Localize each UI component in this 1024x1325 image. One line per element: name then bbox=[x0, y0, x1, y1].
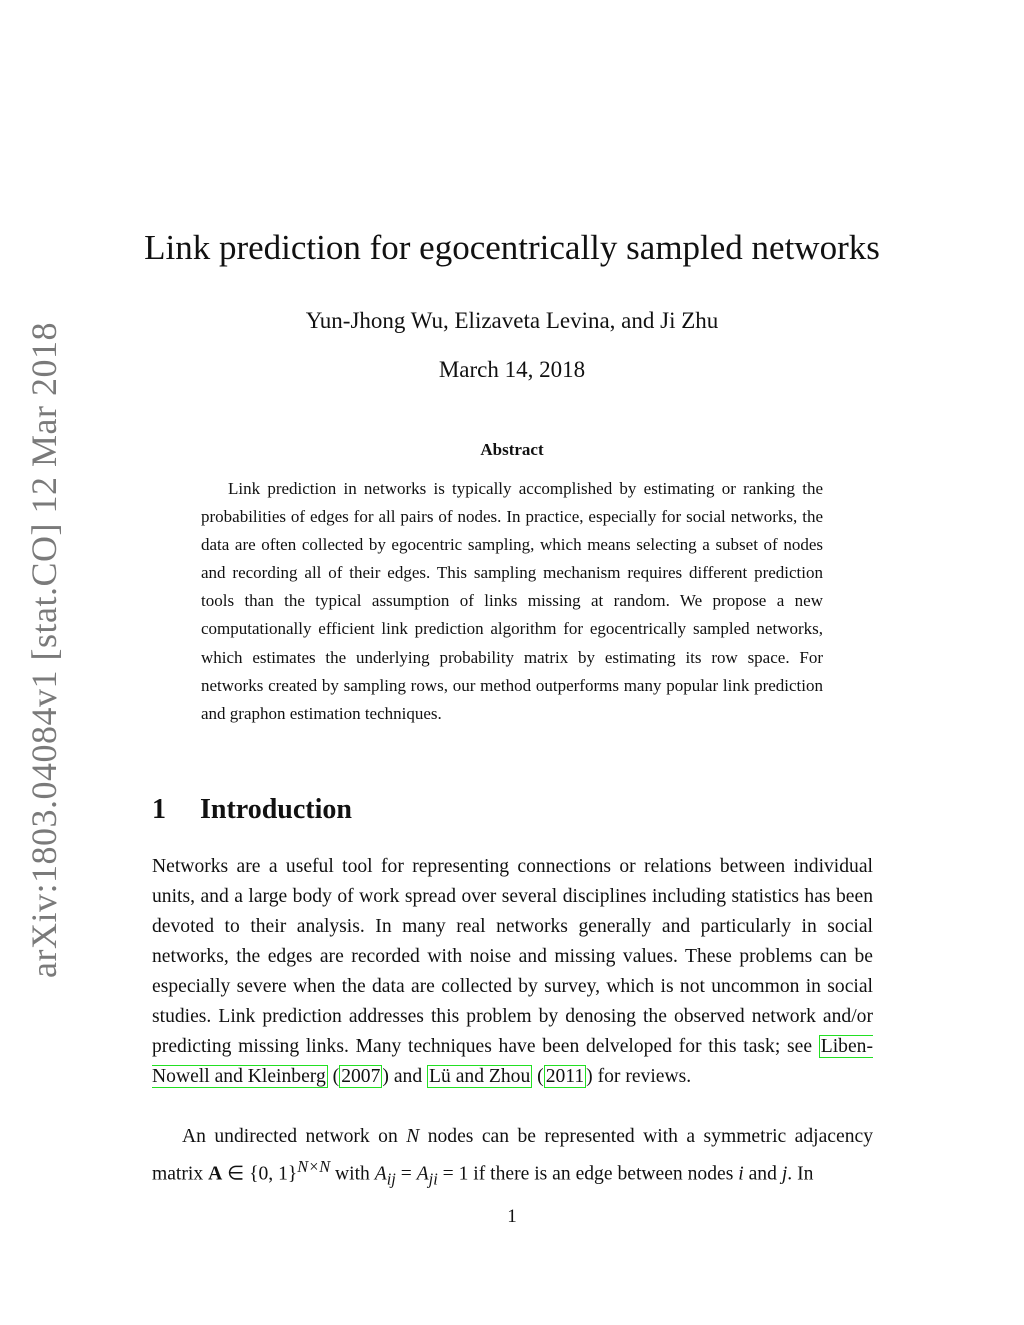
citation-year-link-2011[interactable]: 2011 bbox=[545, 1066, 585, 1087]
paragraph-conjunction: and bbox=[393, 1066, 423, 1087]
section-title: Introduction bbox=[200, 794, 352, 825]
math-variable-i: i bbox=[738, 1163, 744, 1185]
paragraph-text: Networks are a useful tool for representing connections or relations between individual units, and a large body of work spread over several disciplines including statistics has been devoted to their analysis. In many real networks generally and particularly in social networks, the edges are recorded with noise and missing values. These problems can be especially severe when the data are collected by survey, which is not uncommon in social studies. Link prediction addresses this problem by denosing the observed network and/or predicting missing links. Many techniques have been delveloped for this task; see bbox=[152, 856, 873, 1057]
math-equals: = bbox=[400, 1163, 412, 1185]
math-matrix-a: A bbox=[208, 1163, 223, 1185]
math-variable-j: j bbox=[781, 1163, 788, 1185]
intro-paragraph-2 bbox=[152, 1122, 873, 1194]
math-subscript-ij: ij bbox=[386, 1169, 396, 1189]
page-number: 1 bbox=[507, 1206, 517, 1227]
section-heading bbox=[152, 794, 352, 826]
arxiv-identifier: arXiv:1803.04084v1 [stat.CO] 12 Mar 2018 bbox=[24, 322, 64, 978]
paragraph-text: and bbox=[748, 1163, 777, 1185]
math-set: ∈ {0, 1} bbox=[227, 1163, 298, 1185]
paper-date: March 14, 2018 bbox=[438, 357, 586, 382]
paper-title: Link prediction for egocentrically sampled networks bbox=[144, 228, 880, 267]
intro-paragraph-1: Networks are a useful tool for representing connections or relations between individual units, and a large body of work spread over several disciplines including statistics has been devoted to their analysis. In many real networks generally and particularly in social networks, the edges are recorded with noise and missing values. These problems can be especially severe when the data are collected by survey, which is not uncommon in social studies. Link prediction addresses this problem by denosing the observed network and/or predicting missing links. Many techniques have been delveloped for this task; see Liben-Nowell and Kleinberg ( 2007 ) and Lü and Zhou ( 2011 ) for reviews. bbox=[152, 856, 873, 1087]
citation-year-link-2007[interactable]: 2007 bbox=[341, 1066, 381, 1087]
section-number: 1 bbox=[152, 794, 166, 825]
math-a-ji: A bbox=[416, 1163, 429, 1185]
math-superscript: N×N bbox=[297, 1157, 331, 1176]
paragraph-text: An undirected network on bbox=[182, 1126, 398, 1147]
math-subscript-ji: ji bbox=[428, 1169, 438, 1189]
paragraph-text: = 1 if there is an edge between nodes bbox=[442, 1163, 734, 1185]
abstract-body: Link prediction in networks is typically accomplished by estimating or ranking the probabilities of edges for all pairs of nodes. In practice, especially for social networks, the data are often collected by egocentric sampling, which means selecting a subset of nodes and recording all of their edges. This sampling mechanism requires different prediction tools than the typical assumption of links missing at random. We propose a new computationally efficient link prediction algorithm for egocentrically sampled networks, which estimates the underlying probability matrix by estimating its row space. For networks created by sampling rows, our method outperforms many popular link prediction and graphon estimation techniques. bbox=[201, 479, 823, 723]
math-variable-n: N bbox=[406, 1126, 420, 1147]
paragraph-text: with bbox=[335, 1163, 370, 1185]
paragraph-text: . In bbox=[787, 1163, 814, 1185]
citation-link-lu-zhou[interactable]: Lü and Zhou bbox=[429, 1066, 531, 1087]
abstract-heading: Abstract bbox=[480, 440, 544, 459]
citation-link-liben-nowell[interactable]: Liben-Nowell and Kleinberg bbox=[152, 1036, 873, 1087]
paragraph-tail: for reviews. bbox=[597, 1066, 692, 1087]
paragraph-text: nodes can be represented with a symmetric adjacency matrix bbox=[152, 1126, 873, 1185]
paper-authors: Yun-Jhong Wu, Elizaveta Levina, and Ji Zhu bbox=[305, 308, 719, 333]
math-a-ij: A bbox=[374, 1163, 387, 1185]
